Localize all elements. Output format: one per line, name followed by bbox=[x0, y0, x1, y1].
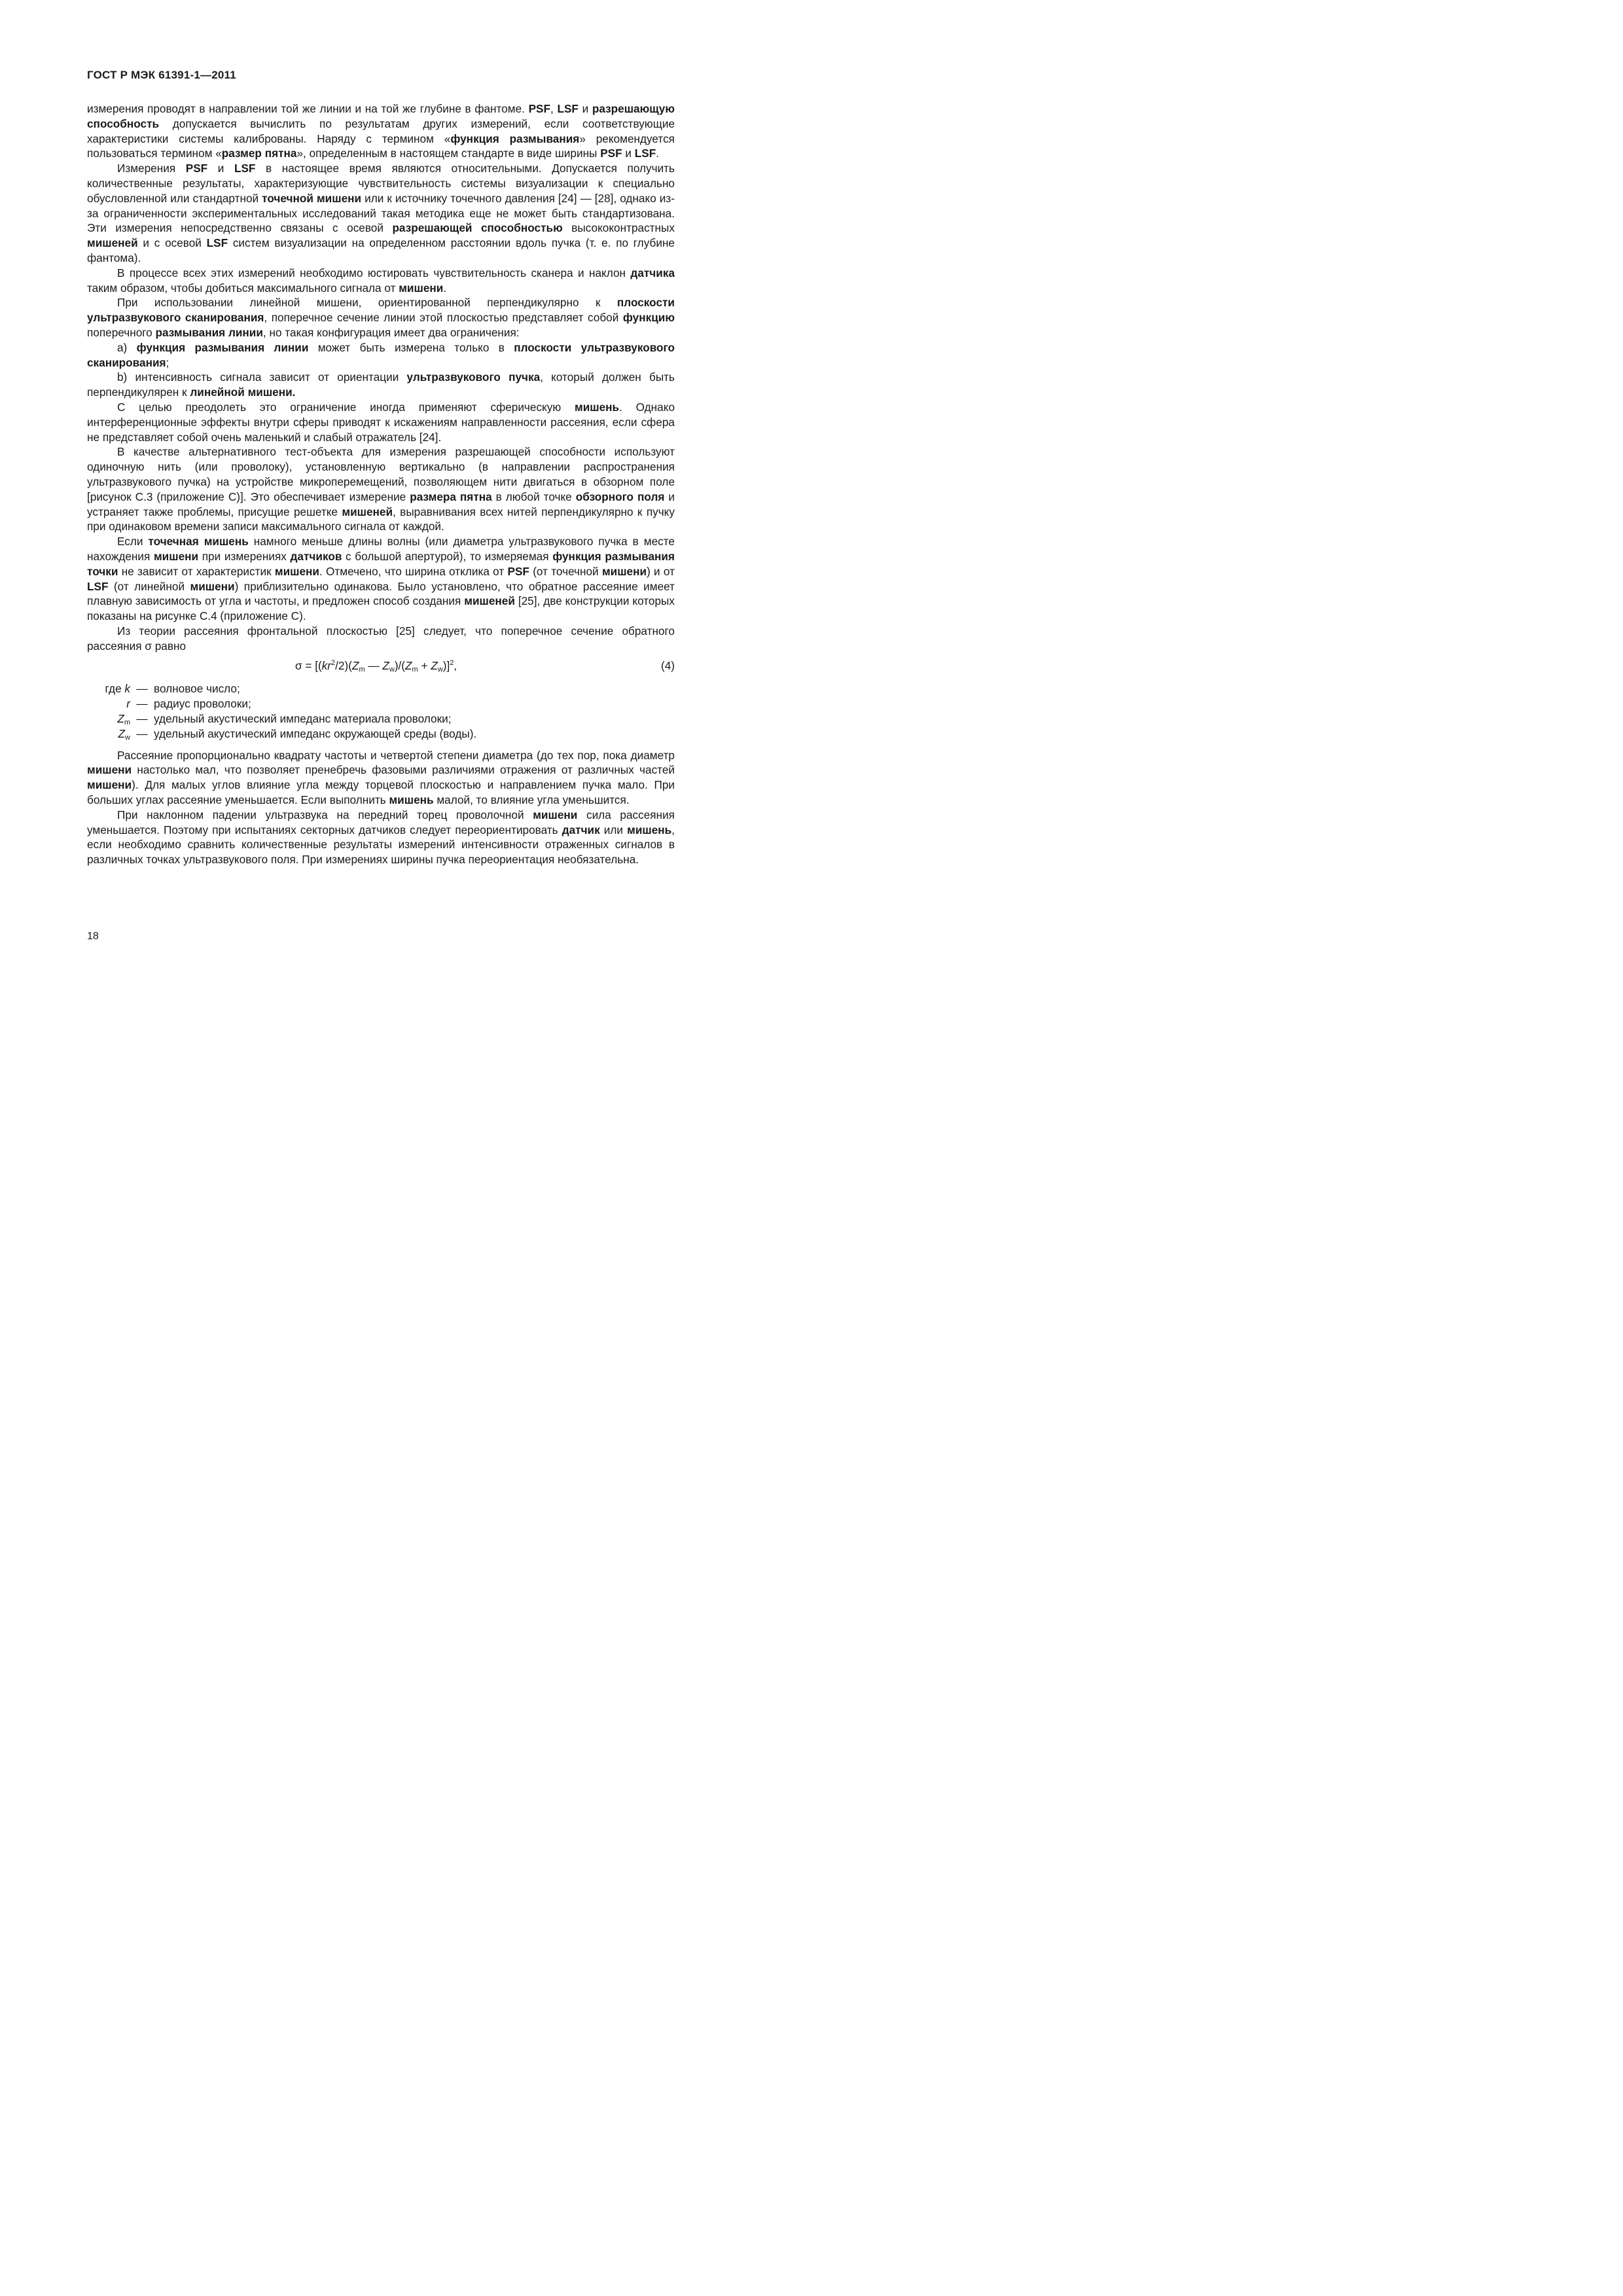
standard-header: ГОСТ Р МЭК 61391-1—2011 bbox=[87, 69, 236, 81]
definition-symbol: $Z_w$ bbox=[118, 726, 130, 742]
definition-text: радиус проволоки; bbox=[154, 697, 251, 711]
definition-text: удельный акустический импеданс окружающей среды (воды). bbox=[154, 726, 477, 740]
paragraph: Если точечная мишень намного меньше длины волны (или диаметра ультразвукового пучка в месте нахождения мишени при измерениях датчиков с большой апертурой), то измеряемая функция размывания точки не зависит от характеристик мишени. Отмечено, что ширина отклика от PSF (от точечной мишени) и от LSF (от линейной мишени) приблизительно одинакова. Было установлено, что обратное рассеяние имеет плавную зависимость от угла и частоты, и предложен способ создания мишеней [25], две конструкции которых показаны на рисунке С.4 (приложение С). bbox=[87, 535, 675, 623]
definition-symbol: r bbox=[126, 697, 130, 711]
paragraph: При наклонном падении ультразвука на передний торец проволочной мишени сила рассеяния уменьшается. Поэтому при испытаниях секторных датчиков следует переориентировать датчик или мишень, если необходимо сравнить количественные результаты измерений интенсивности отраженных сигналов в различных точках ультразвукового поля. При измерениях ширины пучка переориентация необязательна. bbox=[87, 808, 675, 867]
definition-dash: — bbox=[136, 682, 148, 696]
paragraph: С целью преодолеть это ограничение иногда применяют сферическую мишень. Однако интерференционные эффекты внутри сферы приводят к искажениям направленности рассеяния, если сфера не представляет собой очень маленький и слабый отражатель [24]. bbox=[87, 400, 675, 444]
definition-row bbox=[87, 681, 675, 696]
definition-text: волновое число; bbox=[154, 682, 240, 696]
definition-row bbox=[87, 726, 675, 742]
definition-symbol: где k bbox=[105, 682, 130, 696]
paragraph: a) функция размывания линии может быть измерена только в плоскости ультразвукового сканирования; bbox=[87, 340, 675, 369]
definition-text: удельный акустический импеданс материала проволоки; bbox=[154, 712, 452, 726]
formula-equation: $\sigma = [(kr^2/2)(Z_m$ — $Z_w)/(Z_m + Z_w)]^2$, bbox=[295, 659, 457, 674]
definition-symbol: $Z_m$ bbox=[117, 712, 130, 727]
definition-dash: — bbox=[136, 712, 148, 726]
definition-row bbox=[87, 696, 675, 711]
equation-number: (4) bbox=[660, 659, 675, 673]
paragraph: В качестве альтернативного тест-объекта для измерения разрешающей способности используют одиночную нить (или проволоку), установленную вертикально (в направлении распространения ультразвукового пучка) на устройстве микроперемещений, позволяющем нити двигаться в обзорном поле [рисунок С.3 (приложение С)]. Это обеспечивает измерение размера пятна в любой точке обзорного поля и устраняет также проблемы, присущие решетке мишеней, выравнивания всех нитей перпендикулярно к пучку при одинаковом времени записи максимального сигнала от каждой. bbox=[87, 445, 675, 533]
paragraph: b) интенсивность сигнала зависит от ориентации ультразвукового пучка, который должен быть перпендикулярен к линейной мишени. bbox=[87, 370, 675, 399]
document-page bbox=[0, 0, 726, 1028]
definitions-list bbox=[87, 681, 675, 741]
paragraph: При использовании линейной мишени, ориентированной перпендикулярно к плоскости ультразвукового сканирования, поперечное сечение линии этой плоскостью представляет собой функцию поперечного размывания линии, но такая конфигурация имеет два ограничения: bbox=[87, 296, 675, 339]
body-paragraphs-bottom bbox=[87, 748, 675, 867]
paragraph: Измерения PSF и LSF в настоящее время являются относительными. Допускается получить количественные результаты, характеризующие чувствительность системы визуализации к специально обусловленной или стандартной точечной мишени или к источнику точечного давления [24] — [28], однако из-за ограниченности экспериментальных исследований такая методика еще не может быть стандартизована. Эти измерения непосредственно связаны с осевой разрешающей способностью высококонтрастных мишеней и с осевой LSF систем визуализации на определенном расстоянии вдоль пучка (т. е. по глубине фантома). bbox=[87, 162, 675, 264]
paragraph: В процессе всех этих измерений необходимо юстировать чувствительность сканера и наклон датчика таким образом, чтобы добиться максимального сигнала от мишени. bbox=[87, 266, 675, 295]
paragraph: Рассеяние пропорционально квадрату частоты и четвертой степени диаметра (до тех пор, пока диаметр мишени настолько мал, что позволяет пренебречь фазовыми различиями отражения от различных частей мишени). Для малых углов влияние угла между торцевой плоскостью и направлением пучка мало. При больших углах рассеяние уменьшается. Если выполнить мишень малой, то влияние угла уменьшится. bbox=[87, 748, 675, 807]
body-paragraphs-top bbox=[87, 101, 675, 653]
formula-row bbox=[87, 658, 675, 677]
paragraph: Из теории рассеяния фронтальной плоскостью [25] следует, что поперечное сечение обратного рассеяния σ равно bbox=[87, 624, 675, 653]
document-body bbox=[87, 101, 675, 867]
paragraph: измерения проводят в направлении той же линии и на той же глубине в фантоме. PSF, LSF и разрешающую способность допускается вычислить по результатам других измерений, если соответствующие характеристики системы калиброваны. Наряду с термином «функция размывания» рекомендуется пользоваться термином «размер пятна», определенным в настоящем стандарте в виде ширины PSF и LSF. bbox=[87, 102, 675, 160]
definition-dash: — bbox=[136, 726, 148, 740]
definition-row bbox=[87, 711, 675, 726]
page-number: 18 bbox=[87, 931, 99, 942]
definition-dash: — bbox=[136, 697, 148, 711]
